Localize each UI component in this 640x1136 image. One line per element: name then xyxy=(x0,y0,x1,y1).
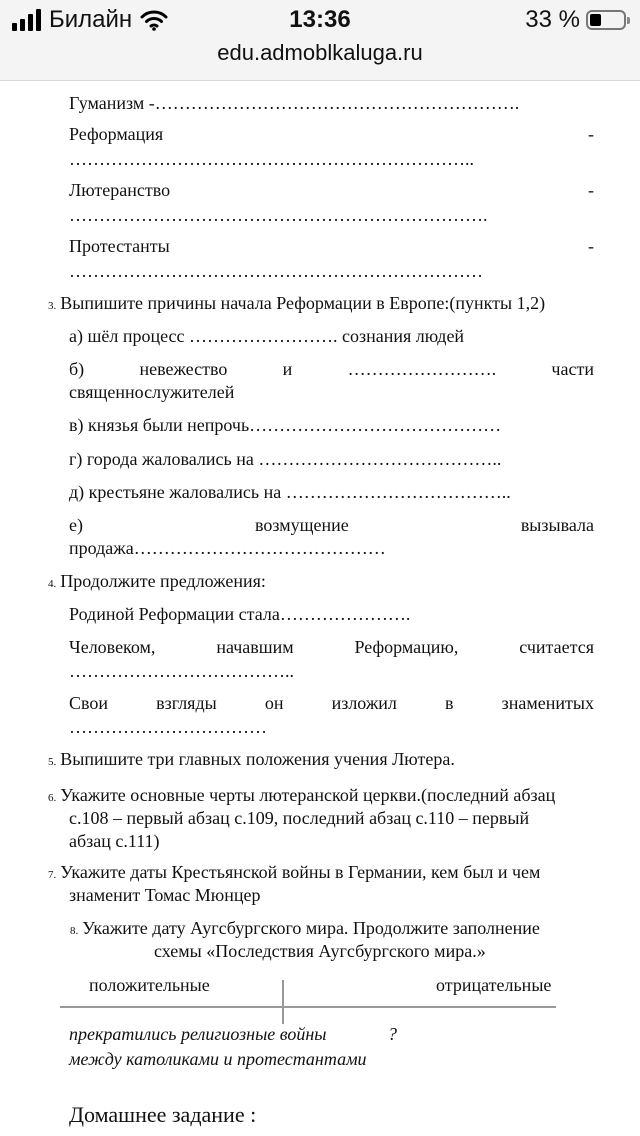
question-8-number: 8. xyxy=(70,925,79,937)
q3-item-c: в) князья были непрочь…………………………………… xyxy=(69,415,502,435)
q4-sentence-1: Родиной Реформации стала…………………. xyxy=(69,604,411,624)
term-reformation-dots: ………………………………………………………….. xyxy=(69,149,474,169)
q4-s3-word: знаменитых xyxy=(501,693,594,713)
q3-f-word: е) xyxy=(69,515,83,535)
term-lutheranism-dots: ……………………………………………………………. xyxy=(69,205,488,225)
question-4-title xyxy=(48,570,266,596)
q3-b-word: ……………………. xyxy=(347,359,497,379)
question-6-number: 6. xyxy=(48,792,57,804)
question-6-text: Укажите основные черты лютеранской церкви.(последний абзац xyxy=(60,785,556,805)
question-6-line-3: абзац с.111) xyxy=(69,831,160,851)
q4-s3-word: взгляды xyxy=(156,693,217,713)
q4-s2-word: считается xyxy=(519,637,594,657)
scheme-horizontal-line xyxy=(60,1006,556,1008)
question-3-text: Выпишите причины начала Реформации в Европе:(пункты 1,2) xyxy=(60,293,546,313)
q4-sentence-2 xyxy=(69,636,594,659)
clock: 13:36 xyxy=(289,6,351,33)
question-4-number: 4. xyxy=(48,578,57,590)
scheme-positive-header: положительные xyxy=(89,975,210,995)
question-7-number: 7. xyxy=(48,869,57,881)
term-protestants: Протестанты xyxy=(69,236,170,256)
battery-percent: 33 % xyxy=(525,6,580,33)
question-6-line-2: с.108 – первый абзац с.109, последний абзац с.110 – первый xyxy=(69,808,530,828)
q4-sentence-3-cont: …………………………… xyxy=(69,717,267,737)
scheme-negative-header: отрицательные xyxy=(436,975,552,995)
q3-b-word: невежество xyxy=(139,359,228,379)
question-5-number: 5. xyxy=(48,756,57,768)
term-protestants-dash: - xyxy=(588,236,594,256)
term-reformation: Реформация xyxy=(69,124,164,144)
question-5-title xyxy=(48,748,455,774)
term-protestants-dots: …………………………………………………………… xyxy=(69,261,483,281)
scheme-negative-item: ? xyxy=(388,1024,397,1044)
question-3-number: 3. xyxy=(48,300,57,312)
q3-b-word: и xyxy=(282,359,293,379)
q4-s2-word: Человеком, xyxy=(69,637,156,657)
term-lutheranism: Лютеранство xyxy=(69,180,171,200)
battery-level xyxy=(590,14,601,26)
term-humanism: Гуманизм -……………………………………………………. xyxy=(69,93,520,113)
q3-item-b-cont: священнослужителей xyxy=(69,382,235,402)
carrier-name: Билайн xyxy=(49,6,133,33)
q4-s2-word: Реформацию, xyxy=(354,637,459,657)
q3-b-word: б) xyxy=(69,359,85,379)
term-reformation-dash: - xyxy=(588,124,594,144)
q3-b-word: части xyxy=(551,359,594,379)
q4-sentence-3 xyxy=(69,692,594,715)
q3-item-d: г) города жаловались на ………………………………….. xyxy=(69,449,502,469)
question-8-line-2: схемы «Последствия Аугсбургского мира.» xyxy=(154,941,486,961)
battery-icon xyxy=(586,10,626,30)
scheme-vertical-line xyxy=(282,980,284,1024)
q4-s3-word: он xyxy=(264,693,284,713)
q3-item-f xyxy=(69,514,594,537)
q3-f-word: вызывала xyxy=(520,515,594,535)
q3-item-e: д) крестьяне жаловались на ……………………………….. xyxy=(69,482,511,502)
q4-sentence-2-cont: ……………………………….. xyxy=(69,661,294,681)
q4-s3-word: в xyxy=(445,693,454,713)
question-5-text: Выпишите три главных положения учения Лютера. xyxy=(60,749,455,769)
question-7-line-2: знаменит Томас Мюнцер xyxy=(69,885,261,905)
q4-s3-word: Свои xyxy=(69,693,109,713)
term-lutheranism-dash: - xyxy=(588,180,594,200)
scheme-positive-item-line-1: прекратились религиозные войны xyxy=(69,1024,327,1044)
q3-f-word: возмущение xyxy=(255,515,349,535)
q4-s2-word: начавшим xyxy=(216,637,294,657)
q3-item-f-cont: продажа…………………………………… xyxy=(69,538,386,558)
document-page xyxy=(0,80,640,1136)
q3-item-a: а) шёл процесс ……………………. сознания людей xyxy=(69,326,465,346)
q3-item-b xyxy=(69,358,594,381)
scheme-positive-item-line-2: между католиками и протестантами xyxy=(69,1049,367,1069)
homework-heading: Домашнее задание : xyxy=(69,1102,257,1127)
question-7-text: Укажите даты Крестьянской войны в Германии, кем был и чем xyxy=(60,862,541,882)
address-bar-url[interactable]: edu.admoblkaluga.ru xyxy=(217,40,423,65)
q4-s3-word: изложил xyxy=(331,693,397,713)
status-right xyxy=(525,6,626,34)
question-8-text: Укажите дату Аугсбургского мира. Продолжите заполнение xyxy=(82,918,540,938)
question-4-text: Продолжите предложения: xyxy=(60,571,266,591)
question-3-title xyxy=(48,292,545,318)
status-bar xyxy=(0,0,640,81)
